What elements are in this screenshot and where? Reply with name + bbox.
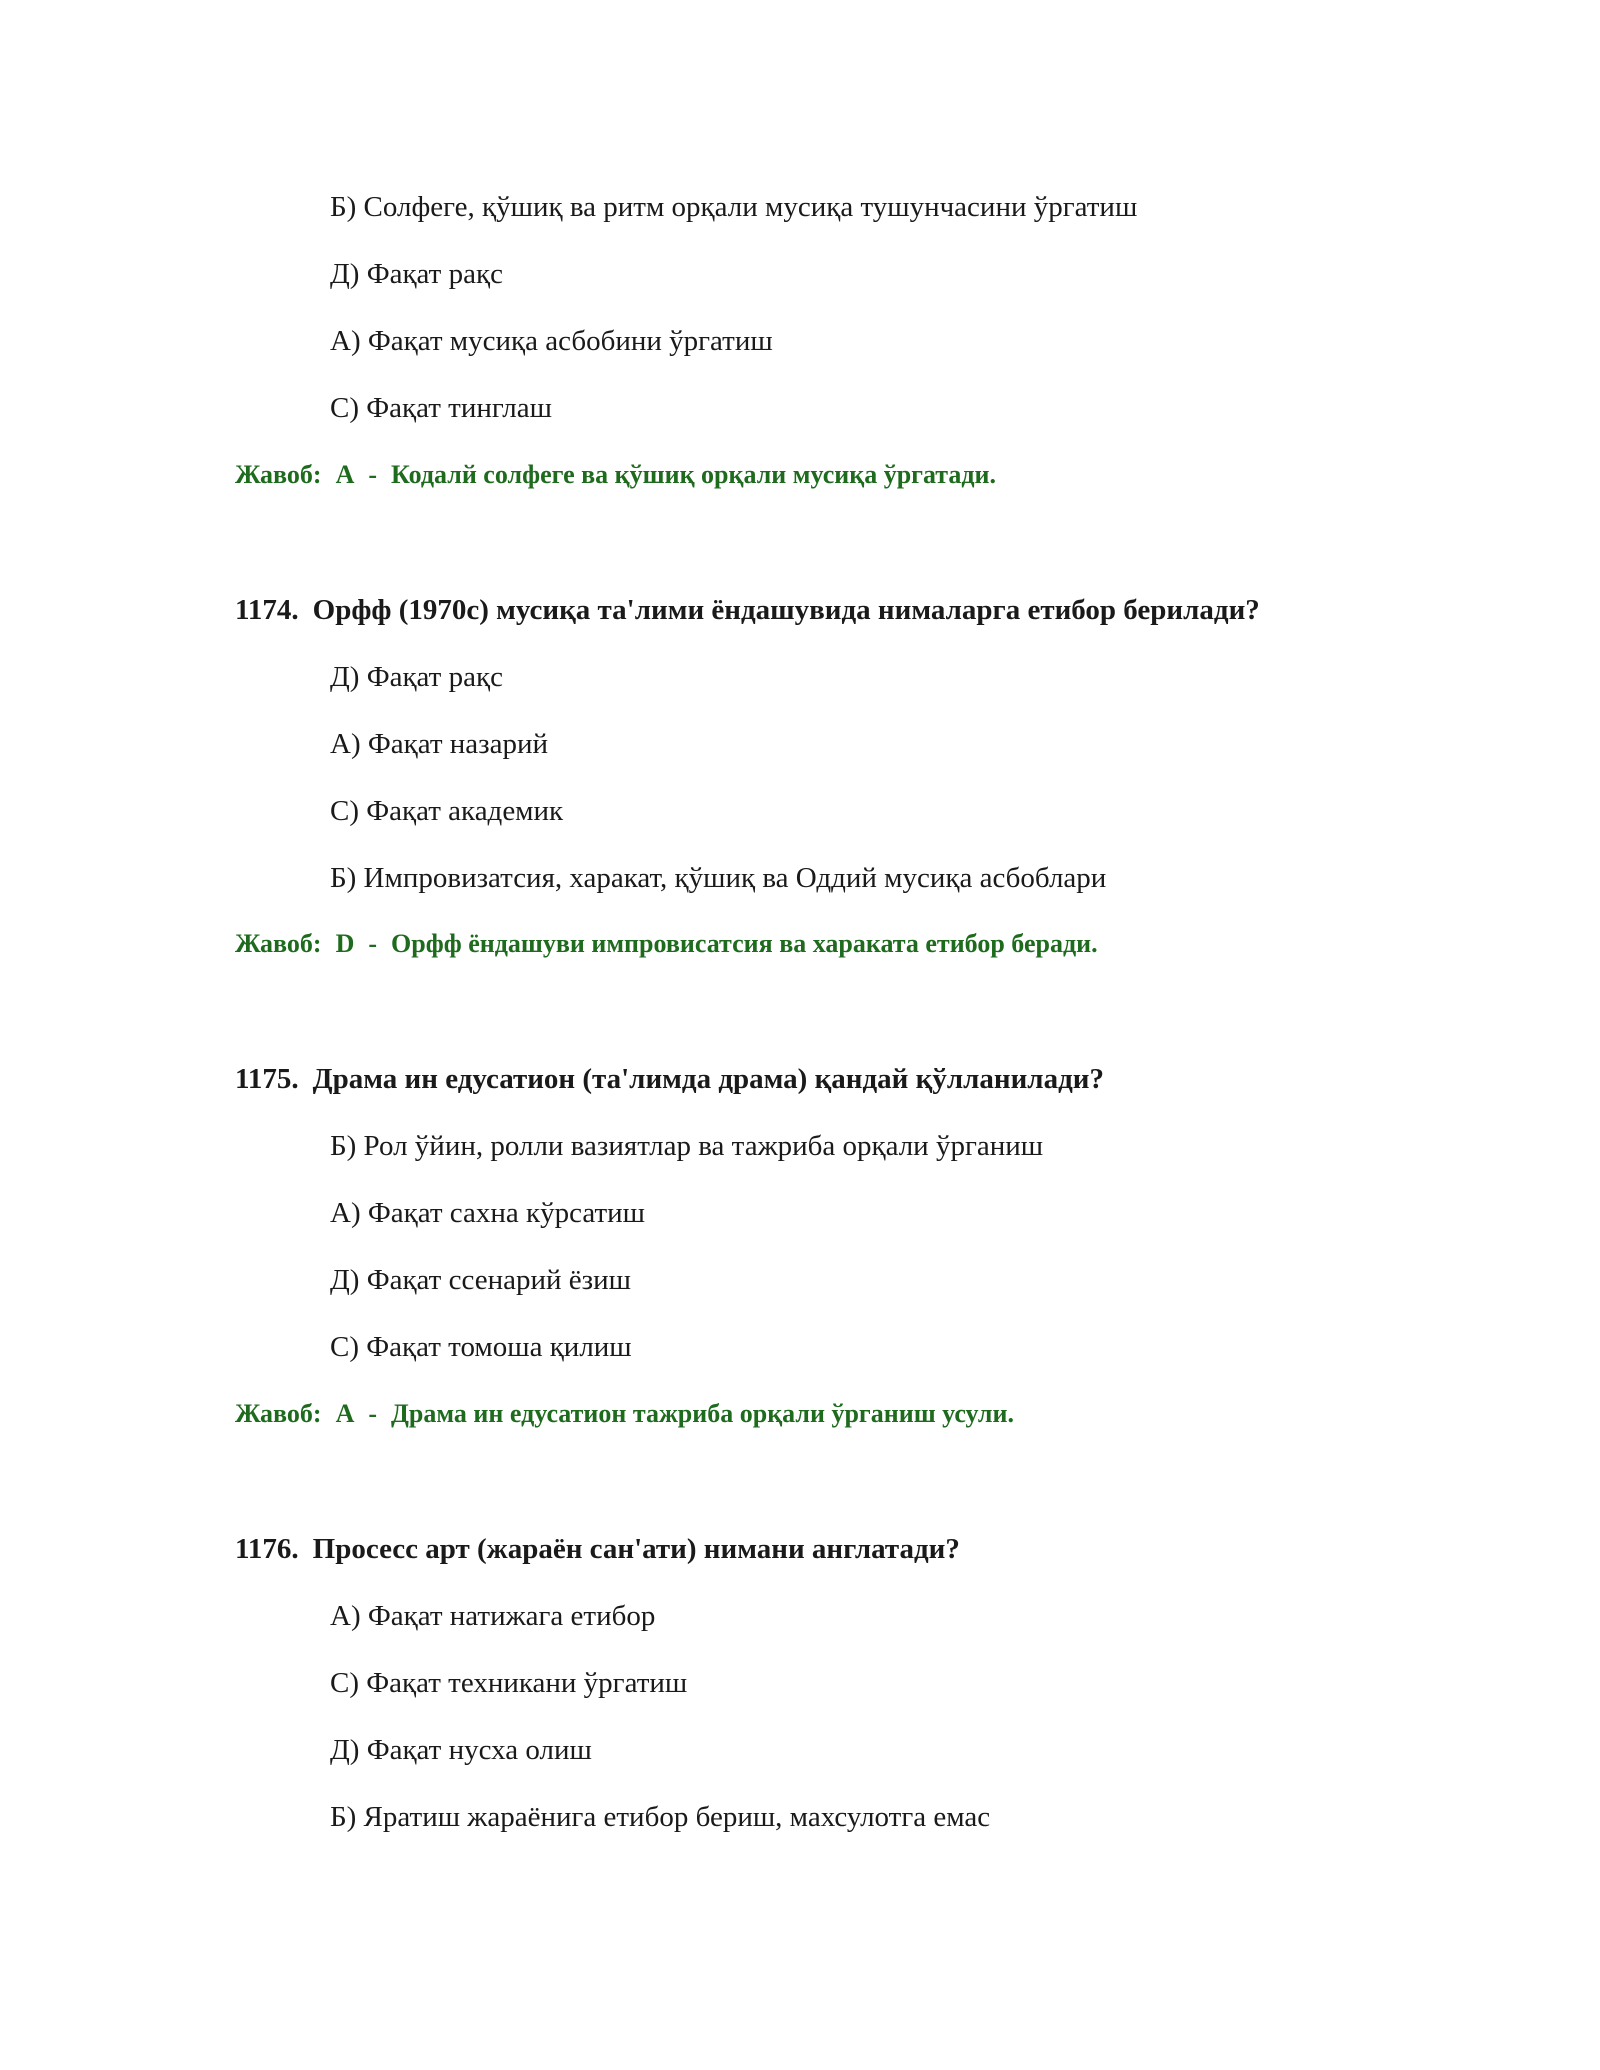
option-line: А) Фақат мусиқа асбобини ўргатиш: [330, 325, 773, 357]
answer-label: Жавоб:: [235, 1399, 322, 1428]
option-line: Д) Фақат нусха олиш: [330, 1734, 592, 1766]
answer-text: Кодалй солфеге ва қўшиқ орқали мусиқа ўргатади.: [391, 460, 997, 489]
answer-separator: -: [368, 929, 378, 958]
question-number: 1176.: [235, 1533, 299, 1565]
option-line: С) Фақат тинглаш: [330, 392, 552, 424]
question-number: 1174.: [235, 594, 299, 626]
question-number: 1175.: [235, 1063, 299, 1095]
question-text: Просесс арт (жараён сан'ати) нимани англатади?: [312, 1533, 960, 1565]
answer-text: Орфф ёндашуви импровисатсия ва хараката етибор беради.: [391, 929, 1098, 958]
question-line: [235, 596, 1260, 625]
option-line: Д) Фақат рақс: [330, 258, 503, 290]
answer-separator: -: [368, 1399, 378, 1428]
option-line: Б) Солфеге, қўшиқ ва ритм орқали мусиқа тушунчасини ўргатиш: [330, 191, 1138, 223]
answer-text: Драма ин едусатион тажриба орқали ўрганиш усули.: [391, 1399, 1014, 1428]
answer-label: Жавоб:: [235, 460, 322, 489]
answer-line: [235, 462, 996, 488]
option-line: С) Фақат академик: [330, 795, 564, 827]
option-line: С) Фақат техникани ўргатиш: [330, 1667, 688, 1699]
option-line: Д) Фақат ссенарий ёзиш: [330, 1264, 631, 1296]
option-line: Б) Рол ўйин, ролли вазиятлар ва тажриба орқали ўрганиш: [330, 1130, 1044, 1162]
option-line: Б) Импровизатсия, харакат, қўшиқ ва Оддий мусиқа асбоблари: [330, 862, 1107, 894]
answer-line: [235, 1401, 1014, 1427]
option-line: Б) Яратиш жараёнига етибор бериш, махсулотга емас: [330, 1801, 991, 1833]
question-line: [235, 1535, 960, 1564]
option-line: Д) Фақат рақс: [330, 661, 503, 693]
answer-separator: -: [368, 460, 378, 489]
option-line: А) Фақат сахна кўрсатиш: [330, 1197, 645, 1229]
option-line: А) Фақат назарий: [330, 728, 549, 760]
answer-letter: D: [335, 929, 355, 958]
question-text: Орфф (1970с) мусиқа та'лими ёндашувида нималарга етибор берилади?: [312, 594, 1260, 626]
question-text: Драма ин едусатион (та'лимда драма) қандай қўлланилади?: [312, 1063, 1104, 1095]
option-line: С) Фақат томоша қилиш: [330, 1331, 632, 1363]
question-line: [235, 1065, 1104, 1094]
option-line: А) Фақат натижага етибор: [330, 1600, 656, 1632]
answer-letter: A: [335, 1399, 355, 1428]
answer-line: [235, 931, 1098, 957]
answer-label: Жавоб:: [235, 929, 322, 958]
answer-letter: A: [335, 460, 355, 489]
